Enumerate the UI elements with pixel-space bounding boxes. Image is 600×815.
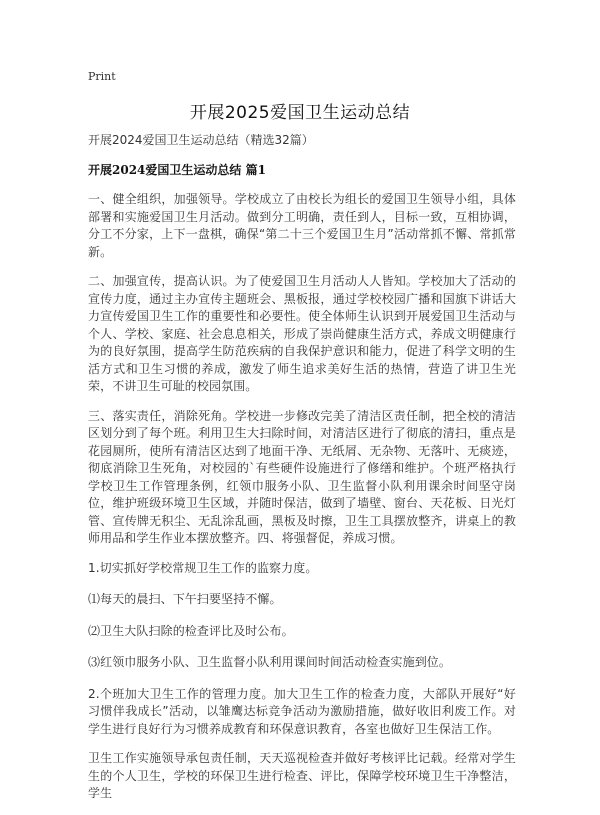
paragraph-responsibility: 三、落实责任，消除死角。学校进一步修改完美了清洁区责任制，把全校的清洁区划分到了每个班。利用卫生大扫除时间，对清洁区进行了彻底的清扫，重点是花园厕所，使所有清洁区达到了地面干净、无纸屑、无杂物、无落叶、无痰迹，彻底消除卫生死角，对校园的`有些硬件设施进行了修缮和维护。个班严格执行学校卫生工作管理条例，红领巾服务小队、卫生监督小队利用课余时间坚守岗位，维护班级环境卫生区域，并随时保洁，做到了墙壁、窗台、天花板、日光灯管、宣传牌无积尘、无乱涂乱画，黑板及时擦，卫生工具摆放整齐，讲桌上的教师用品和学生作业本摆放整齐。四、将强督促，养成习惯。 <box>88 408 516 545</box>
paragraph-leadership: 卫生工作实施领导承包责任制，天天巡视检查并做好考核评比记载。经常对学生生的个人卫生，学校的环保卫生进行检查、评比，保障学校环境卫生干净整洁，学生 <box>88 751 516 800</box>
paragraph-publicity: 二、加强宣传，提高认识。为了使爱国卫生月活动人人皆知。学校加大了活动的宣传力度，通过主办宣传主题班会、黑板报，通过学校校园广播和国旗下讲话大力宣传爱国卫生工作的重要性和必要性。使全体师生认识到开展爱国卫生活动与个人、学校、家庭、社会息息相关，形成了崇尚健康生活方式，养成文明健康行为的良好氛围，提高学生防范疾病的自我保护意识和能力，促进了科学文明的生活方式和卫生习惯的养成，激发了师生追求美好生活的热情，营造了讲卫生光荣，不讲卫生可耻的校园氛围。 <box>88 274 516 393</box>
list-item-patrol: ⑶红领巾服务小队、卫生监督小队利用课间时间活动检查实施到位。 <box>88 655 452 669</box>
list-item-inspection: 1.切实抓好学校常规卫生工作的监察力度。 <box>88 560 318 575</box>
section-heading: 开展2024爱国卫生运动总结 篇1 <box>88 163 266 177</box>
article-subtitle: 开展2024爱国卫生运动总结（精选32篇） <box>88 133 314 147</box>
list-item-daily-sweep: ⑴每天的晨扫、下午扫要坚持不懈。 <box>88 592 282 606</box>
article-body <box>88 131 516 815</box>
list-item-evaluation: ⑵卫生大队扫除的检查评比及时公布。 <box>88 623 294 638</box>
paragraph-organization: 一、健全组织，加强领导。学校成立了由校长为组长的爱国卫生领导小组，具体部署和实施爱国卫生月活动。做到分工明确，责任到人，目标一致，互相协调，分工不分家，上下一盘棋，确保“第二十三个爱国卫生月”活动常抓不懈、常抓常新。 <box>88 192 516 259</box>
paragraph-class-management: 2.个班加大卫生工作的管理力度。加大卫生工作的检查力度，大部队开展好“好习惯伴我成长”活动，以雏鹰达标竞争活动为激励措施，做好收旧利废工作。对学生进行良好行为习惯养成教育和环保意识教育，各室也做好卫生保洁工作。 <box>88 686 516 736</box>
page-title: 开展2025爱国卫生运动总结 <box>189 103 411 123</box>
print-link[interactable]: Print <box>88 70 116 83</box>
